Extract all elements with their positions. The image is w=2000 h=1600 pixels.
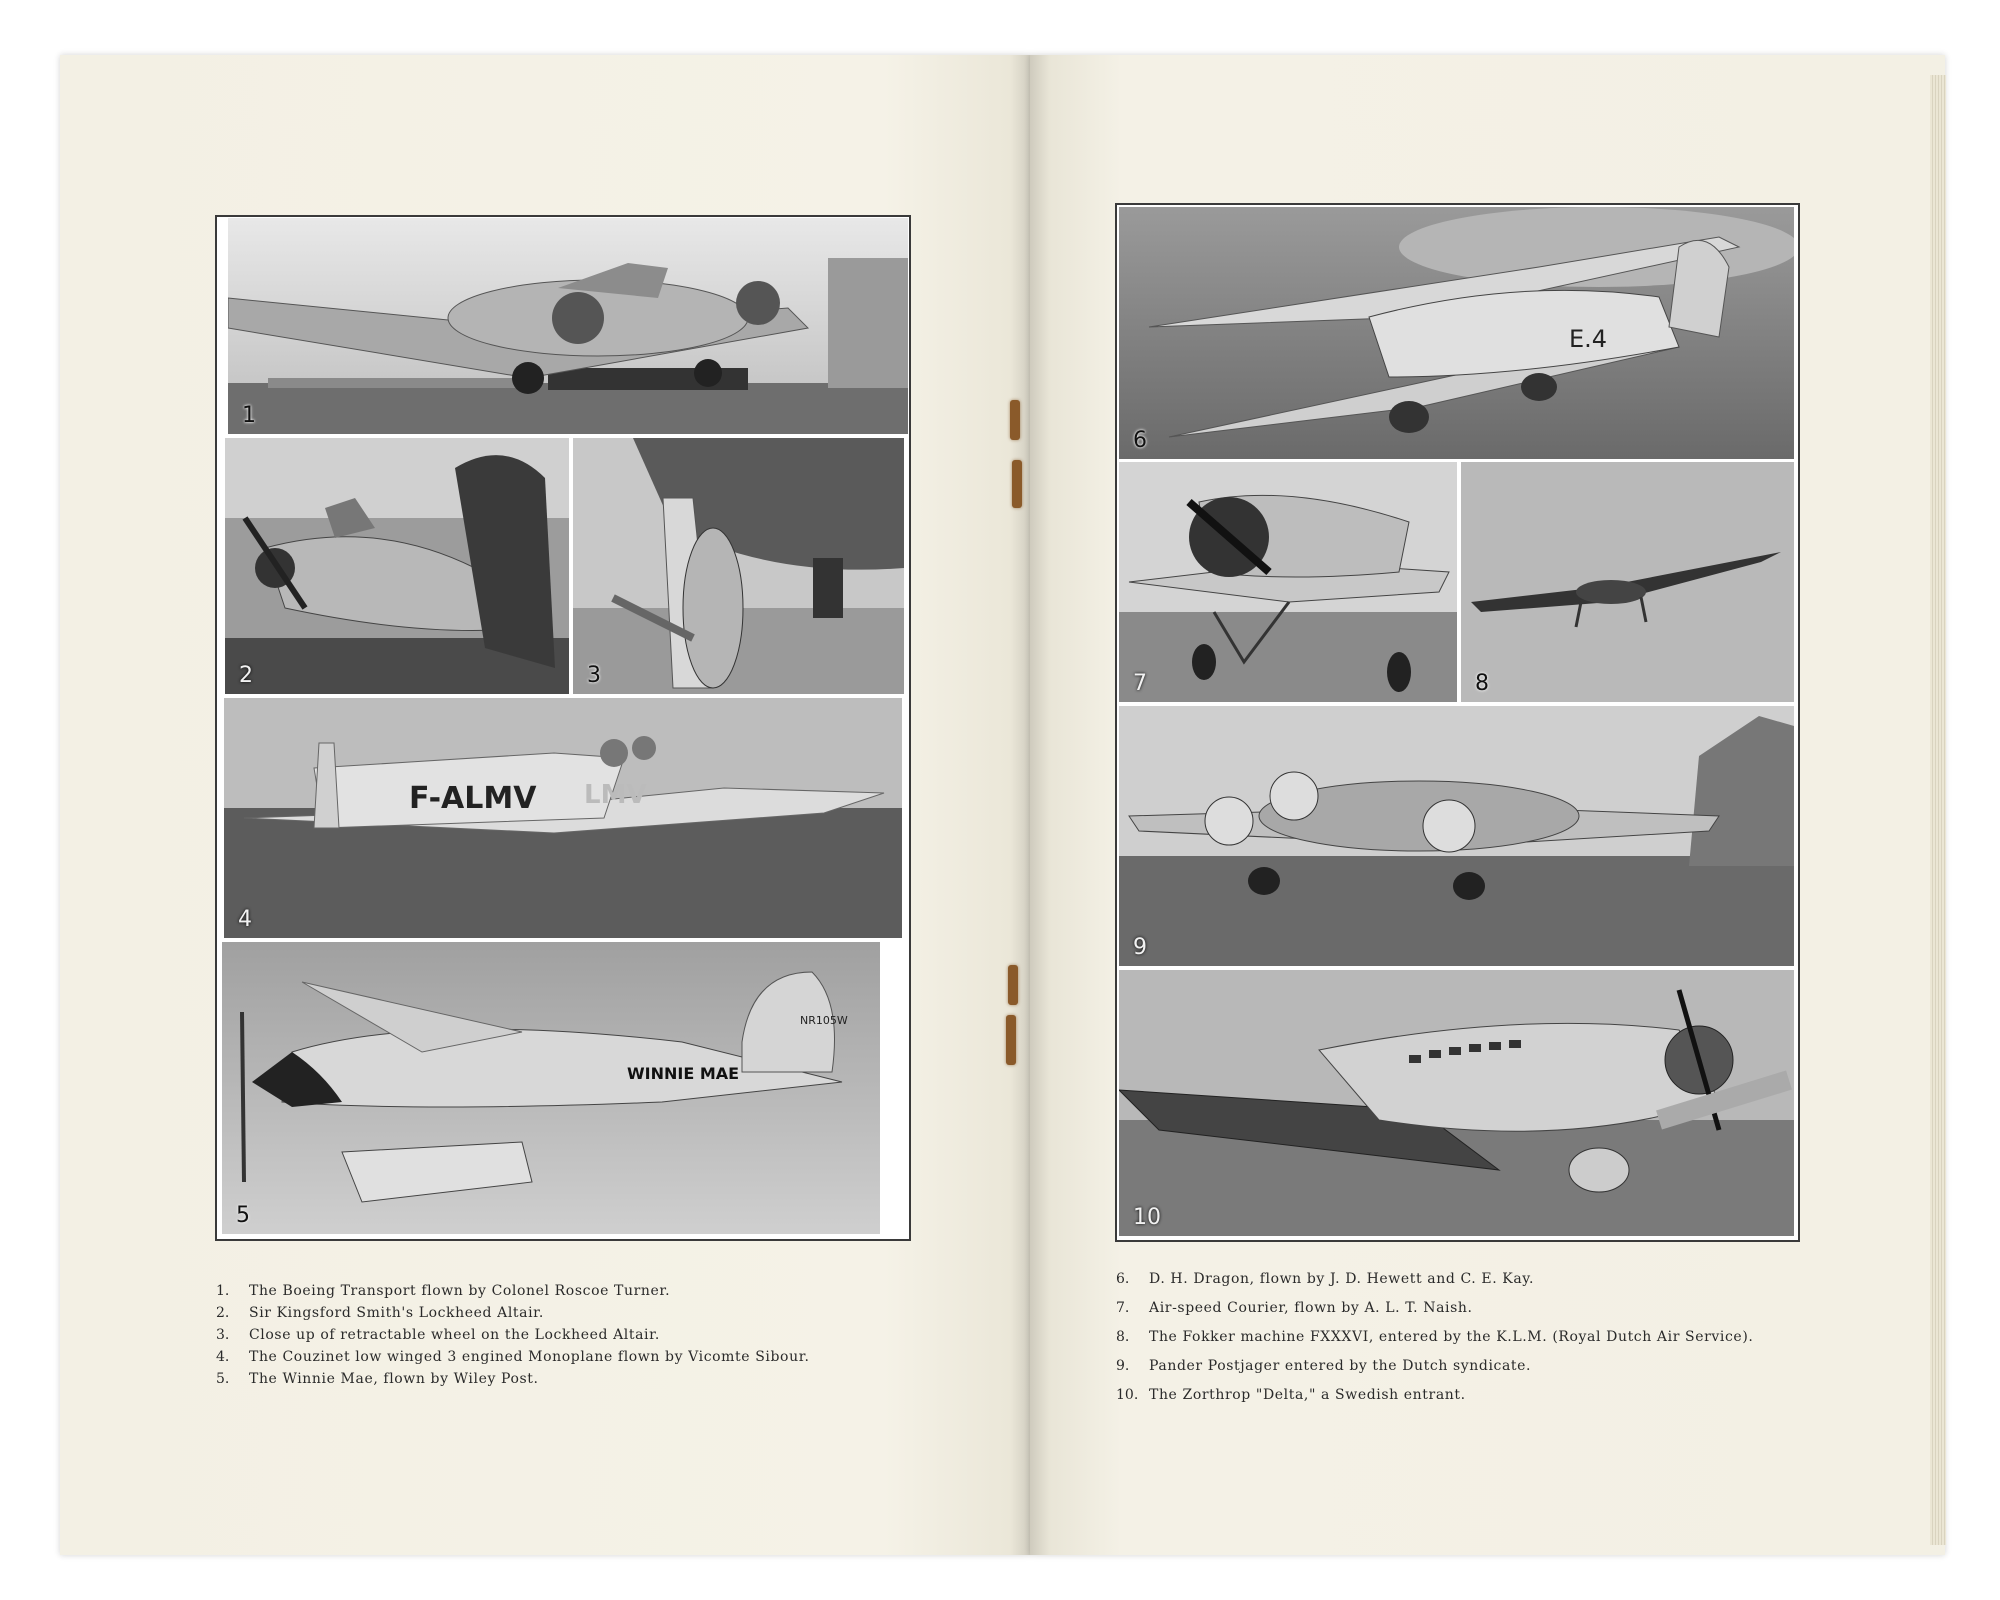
caption-text: Sir Kingsford Smith's Lockheed Altair. bbox=[249, 1305, 544, 1321]
caption-number: 5. bbox=[216, 1371, 230, 1387]
staple-bottom bbox=[1008, 965, 1018, 1005]
caption-item bbox=[1116, 1294, 1753, 1323]
page-edges bbox=[1930, 75, 1946, 1545]
wing-marking-text: LMV bbox=[584, 780, 647, 810]
tail-registration-text: NR105W bbox=[800, 1014, 848, 1027]
caption-text: The Zorthrop "Delta," a Swedish entrant. bbox=[1149, 1387, 1466, 1403]
caption-item bbox=[1116, 1265, 1753, 1294]
photo-winnie-mae bbox=[222, 942, 880, 1234]
photo-number: 5 bbox=[236, 1203, 250, 1228]
caption-number: 6. bbox=[1116, 1271, 1130, 1287]
photo-dh-dragon bbox=[1119, 207, 1794, 459]
photo-airspeed-courier bbox=[1119, 462, 1457, 702]
caption-item bbox=[1116, 1381, 1753, 1410]
caption-number: 2. bbox=[216, 1305, 230, 1321]
caption-text: The Fokker machine FXXXVI, entered by the K.L.M. (Royal Dutch Air Service). bbox=[1149, 1329, 1754, 1345]
caption-text: Pander Postjager entered by the Dutch syndicate. bbox=[1149, 1358, 1532, 1374]
caption-number: 1. bbox=[216, 1283, 230, 1299]
photo-number: 10 bbox=[1133, 1205, 1161, 1230]
caption-number: 10. bbox=[1116, 1387, 1139, 1403]
photo-zorthrop-delta bbox=[1119, 970, 1794, 1236]
caption-number: 3. bbox=[216, 1327, 230, 1343]
caption-text: Close up of retractable wheel on the Lockheed Altair. bbox=[249, 1327, 660, 1343]
caption-item bbox=[216, 1280, 810, 1302]
book-gutter bbox=[1010, 55, 1050, 1555]
caption-text: The Couzinet low winged 3 engined Monoplane flown by Vicomte Sibour. bbox=[249, 1349, 810, 1365]
aircraft-marking-text: E.4 bbox=[1569, 325, 1608, 353]
photo-lockheed-altair bbox=[225, 438, 569, 694]
photo-number: 7 bbox=[1133, 671, 1147, 696]
caption-number: 9. bbox=[1116, 1358, 1130, 1374]
caption-text: Air-speed Courier, flown by A. L. T. Naish. bbox=[1149, 1300, 1473, 1316]
caption-number: 8. bbox=[1116, 1329, 1130, 1345]
photo-number: 8 bbox=[1475, 671, 1489, 696]
caption-item bbox=[1116, 1352, 1753, 1381]
left-caption-list bbox=[216, 1280, 810, 1390]
staple-top bbox=[1010, 400, 1020, 440]
caption-item bbox=[216, 1368, 810, 1390]
staple-top-lower bbox=[1012, 460, 1022, 508]
photo-number: 3 bbox=[587, 663, 601, 688]
caption-text: The Winnie Mae, flown by Wiley Post. bbox=[249, 1371, 539, 1387]
caption-item bbox=[216, 1302, 810, 1324]
photo-boeing-transport bbox=[228, 218, 908, 434]
photo-pander-postjager bbox=[1119, 706, 1794, 966]
photo-fokker-fxxxvi bbox=[1461, 462, 1794, 702]
photo-couzinet-monoplane bbox=[224, 698, 902, 938]
caption-item bbox=[1116, 1323, 1753, 1352]
caption-text: D. H. Dragon, flown by J. D. Hewett and C. E. Kay. bbox=[1149, 1271, 1534, 1287]
right-caption-list bbox=[1116, 1265, 1753, 1410]
photo-number: 1 bbox=[242, 403, 256, 428]
caption-text: The Boeing Transport flown by Colonel Roscoe Turner. bbox=[249, 1283, 671, 1299]
photo-number: 2 bbox=[239, 663, 253, 688]
caption-item bbox=[216, 1346, 810, 1368]
aircraft-name-text: WINNIE MAE bbox=[627, 1064, 740, 1083]
photo-number: 6 bbox=[1133, 428, 1147, 453]
registration-text: F-ALMV bbox=[409, 781, 537, 816]
caption-number: 4. bbox=[216, 1349, 230, 1365]
photo-retractable-wheel bbox=[573, 438, 904, 694]
photo-number: 4 bbox=[238, 907, 252, 932]
caption-item bbox=[216, 1324, 810, 1346]
staple-bottom-lower bbox=[1006, 1015, 1016, 1065]
photo-number: 9 bbox=[1133, 935, 1147, 960]
caption-number: 7. bbox=[1116, 1300, 1130, 1316]
